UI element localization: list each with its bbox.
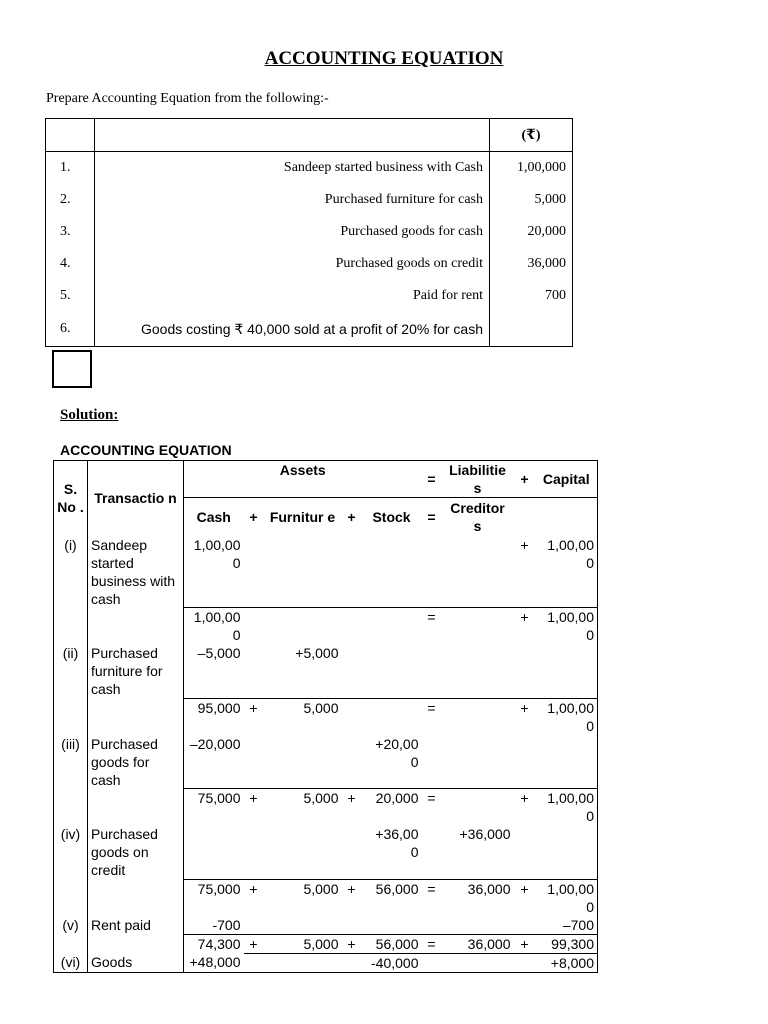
equation-row bbox=[54, 536, 598, 608]
row-creditors bbox=[442, 916, 514, 935]
row-sno: (v) bbox=[62, 916, 79, 933]
header-transaction: Transactio n bbox=[88, 461, 184, 536]
row-transaction bbox=[88, 789, 184, 826]
row-furniture: +5,000 bbox=[295, 645, 339, 661]
row-plus: + bbox=[520, 536, 529, 553]
question-row bbox=[46, 216, 573, 248]
row-plus bbox=[244, 953, 264, 972]
row-furniture bbox=[264, 536, 342, 608]
question-amount: 36,000 bbox=[490, 248, 573, 280]
row-capital: 1,00,00 0 bbox=[547, 536, 594, 571]
row-transaction: Rent paid bbox=[88, 916, 184, 935]
header-capital: Capital bbox=[536, 461, 598, 498]
question-text: Sandeep started business with Cash bbox=[95, 152, 490, 185]
empty-box bbox=[52, 350, 92, 388]
row-capital: –700 bbox=[562, 916, 594, 933]
row-cash bbox=[184, 825, 244, 879]
question-no: 5. bbox=[46, 280, 95, 312]
row-creditors bbox=[442, 953, 514, 972]
row-transaction bbox=[88, 698, 184, 735]
row-furniture: 5,000 bbox=[264, 698, 342, 735]
row-sno bbox=[54, 879, 88, 916]
equation-heading: ACCOUNTING EQUATION bbox=[60, 442, 232, 458]
row-stock: 56,000 bbox=[362, 879, 422, 916]
row-plus bbox=[342, 825, 362, 879]
header-eq-2: = bbox=[427, 508, 436, 525]
question-row bbox=[46, 152, 573, 185]
question-no: 2. bbox=[46, 184, 95, 216]
row-creditors bbox=[442, 608, 514, 645]
equation-row bbox=[54, 825, 598, 879]
row-cash: 1,00,00 0 bbox=[184, 536, 244, 608]
row-plus bbox=[244, 825, 264, 879]
question-amount: 20,000 bbox=[490, 216, 573, 248]
header-cell-text bbox=[95, 119, 490, 152]
question-text: Purchased goods on credit bbox=[95, 248, 490, 280]
row-stock: +20,00 0 bbox=[375, 735, 419, 770]
page-title: ACCOUNTING EQUATION bbox=[264, 48, 504, 69]
row-cash: 1,00,00 0 bbox=[184, 608, 244, 645]
row-plus: + bbox=[244, 934, 264, 953]
equation-row bbox=[54, 879, 598, 916]
row-plus: + bbox=[244, 879, 264, 916]
header-plus-2: + bbox=[347, 508, 356, 525]
header-creditors: Creditor s bbox=[450, 499, 505, 534]
row-cash: 95,000 bbox=[184, 698, 244, 735]
equation-row bbox=[54, 916, 598, 935]
amount-header: (₹) bbox=[490, 119, 573, 152]
row-stock bbox=[362, 536, 422, 608]
row-sno: (iv) bbox=[60, 826, 81, 842]
row-stock bbox=[362, 698, 422, 735]
equation-row bbox=[54, 735, 598, 789]
question-row bbox=[46, 184, 573, 216]
row-furniture bbox=[264, 825, 342, 879]
row-plus bbox=[342, 735, 362, 789]
row-cash: 75,000 bbox=[184, 789, 244, 826]
row-furniture bbox=[264, 916, 342, 935]
row-plus: + bbox=[514, 934, 536, 953]
row-transaction bbox=[88, 608, 184, 645]
question-amount: 1,00,000 bbox=[490, 152, 573, 185]
row-capital: 99,300 bbox=[536, 934, 598, 953]
row-creditors bbox=[442, 698, 514, 735]
row-eq bbox=[422, 735, 442, 789]
row-plus bbox=[244, 735, 264, 789]
row-plus: + bbox=[514, 608, 536, 645]
row-creditors: 36,000 bbox=[442, 879, 514, 916]
question-no: 4. bbox=[46, 248, 95, 280]
row-sno: (iii) bbox=[61, 735, 80, 752]
row-plus bbox=[244, 536, 264, 608]
row-plus bbox=[244, 916, 264, 935]
row-plus: + bbox=[514, 879, 536, 916]
row-creditors bbox=[442, 644, 514, 698]
row-cash: 74,300 bbox=[184, 934, 244, 953]
row-plus bbox=[244, 608, 264, 645]
row-plus: + bbox=[514, 698, 536, 735]
row-eq: = bbox=[422, 698, 442, 735]
row-eq bbox=[422, 953, 442, 972]
row-plus: + bbox=[244, 789, 264, 826]
equation-row bbox=[54, 608, 598, 645]
question-text: Purchased furniture for cash bbox=[95, 184, 490, 216]
equation-row bbox=[54, 644, 598, 698]
row-plus bbox=[342, 953, 362, 972]
solution-label: Solution: bbox=[60, 407, 119, 423]
row-eq: = bbox=[422, 789, 442, 826]
row-furniture bbox=[264, 735, 342, 789]
equation-row bbox=[54, 698, 598, 735]
header-cash: Cash bbox=[184, 498, 244, 536]
row-transaction: Goods bbox=[88, 953, 184, 972]
row-plus: + bbox=[342, 879, 362, 916]
row-cash: -700 bbox=[184, 916, 244, 935]
row-plus bbox=[514, 735, 536, 789]
row-capital: 1,00,00 0 bbox=[536, 879, 598, 916]
row-sno bbox=[54, 608, 88, 645]
row-plus bbox=[342, 644, 362, 698]
row-furniture bbox=[264, 608, 342, 645]
equation-row bbox=[54, 953, 598, 972]
row-stock bbox=[362, 916, 422, 935]
question-row bbox=[46, 248, 573, 280]
header-stock: Stock bbox=[372, 508, 411, 525]
row-eq bbox=[422, 825, 442, 879]
question-table bbox=[45, 118, 573, 347]
header-plus: + bbox=[514, 461, 536, 498]
row-creditors bbox=[442, 536, 514, 608]
row-transaction bbox=[88, 879, 184, 916]
row-plus bbox=[342, 698, 362, 735]
row-creditors bbox=[442, 789, 514, 826]
row-capital: 1,00,00 0 bbox=[536, 608, 598, 645]
row-cash: –20,000 bbox=[184, 735, 244, 789]
row-cash: 75,000 bbox=[184, 879, 244, 916]
row-eq bbox=[422, 644, 442, 698]
row-eq: = bbox=[422, 879, 442, 916]
row-capital bbox=[536, 644, 598, 698]
row-eq bbox=[422, 916, 442, 935]
header-eq: = bbox=[422, 461, 442, 498]
row-capital: 1,00,00 0 bbox=[536, 789, 598, 826]
row-stock: +36,00 0 bbox=[375, 826, 419, 860]
row-plus bbox=[342, 608, 362, 645]
row-plus: + bbox=[514, 789, 536, 826]
row-plus: + bbox=[244, 698, 264, 735]
header-furniture: Furnitur e bbox=[269, 508, 336, 525]
row-stock: 20,000 bbox=[362, 789, 422, 826]
row-plus bbox=[514, 953, 536, 972]
row-plus: + bbox=[342, 789, 362, 826]
row-furniture: 5,000 bbox=[264, 789, 342, 826]
row-stock: -40,000 bbox=[362, 953, 422, 972]
question-no: 3. bbox=[46, 216, 95, 248]
equation-row bbox=[54, 934, 598, 953]
row-capital: +8,000 bbox=[536, 953, 598, 972]
question-no: 1. bbox=[46, 152, 95, 185]
row-capital bbox=[536, 735, 598, 789]
row-plus bbox=[514, 825, 536, 879]
row-sno bbox=[54, 934, 88, 953]
header-cell-no bbox=[46, 119, 95, 152]
row-sno: (ii) bbox=[62, 645, 79, 661]
row-capital bbox=[536, 825, 598, 879]
question-no: 6. bbox=[46, 312, 95, 347]
row-creditors: 36,000 bbox=[442, 934, 514, 953]
row-cash: +48,000 bbox=[184, 953, 244, 972]
question-text: Purchased goods for cash bbox=[95, 216, 490, 248]
row-cash: –5,000 bbox=[184, 644, 244, 698]
row-furniture bbox=[264, 953, 342, 972]
row-stock bbox=[362, 644, 422, 698]
row-stock: 56,000 bbox=[362, 934, 422, 953]
row-transaction bbox=[88, 934, 184, 953]
row-eq bbox=[422, 536, 442, 608]
header-plus-1: + bbox=[249, 508, 258, 525]
equation-table bbox=[53, 460, 598, 973]
row-capital: 1,00,00 0 bbox=[536, 698, 598, 735]
equation-row bbox=[54, 789, 598, 826]
row-transaction: Purchased goods for cash bbox=[88, 735, 184, 789]
row-eq: = bbox=[422, 934, 442, 953]
row-sno bbox=[54, 698, 88, 735]
row-transaction: Purchased goods on credit bbox=[88, 825, 184, 879]
row-plus bbox=[342, 536, 362, 608]
row-stock bbox=[362, 608, 422, 645]
question-amount bbox=[490, 312, 573, 347]
intro-text: Prepare Accounting Equation from the following:- bbox=[46, 91, 329, 106]
question-row bbox=[46, 312, 573, 347]
question-amount: 5,000 bbox=[490, 184, 573, 216]
row-sno: (vi) bbox=[60, 954, 81, 970]
row-creditors: +36,000 bbox=[459, 826, 511, 842]
row-sno: (i) bbox=[64, 536, 77, 553]
row-plus: + bbox=[342, 934, 362, 953]
question-text: Goods costing ₹ 40,000 sold at a profit of 20% for cash bbox=[95, 312, 490, 347]
row-transaction: Sandeep started business with cash bbox=[88, 536, 184, 608]
row-plus bbox=[244, 644, 264, 698]
row-plus bbox=[514, 916, 536, 935]
row-eq: = bbox=[422, 608, 442, 645]
row-plus bbox=[342, 916, 362, 935]
row-transaction: Purchased furniture for cash bbox=[88, 644, 184, 698]
row-furniture: 5,000 bbox=[264, 879, 342, 916]
row-creditors bbox=[442, 735, 514, 789]
header-sno: S. No . bbox=[57, 481, 84, 516]
row-sno bbox=[54, 789, 88, 826]
row-plus bbox=[514, 644, 536, 698]
question-row bbox=[46, 280, 573, 312]
header-assets: Assets bbox=[184, 461, 422, 498]
question-text: Paid for rent bbox=[95, 280, 490, 312]
question-amount: 700 bbox=[490, 280, 573, 312]
header-liabilities: Liabilitie s bbox=[442, 461, 514, 498]
row-furniture: 5,000 bbox=[264, 934, 342, 953]
